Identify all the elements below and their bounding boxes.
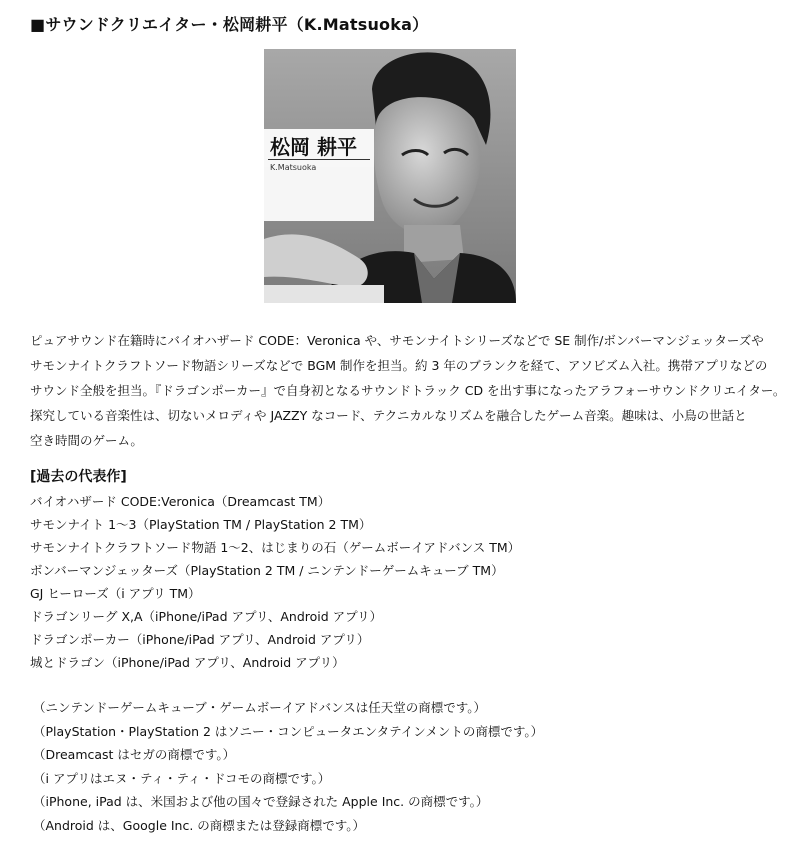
work-item: ドラゴンリーグ X,A（iPhone/iPad アプリ、Android アプリ） (30, 609, 383, 624)
portrait-photo (264, 49, 516, 303)
work-item: サモンナイトクラフトソード物語 1～2、はじまりの石（ゲームボーイアドバンス TM） (30, 540, 521, 555)
biography (30, 328, 786, 453)
work-item: 城とドラゴン（iPhone/iPad アプリ、Android アプリ） (30, 655, 345, 670)
name-divider (268, 159, 370, 160)
bio-line: サウンド全般を担当。『ドラゴンポーカー』で自身初となるサウンドトラック CD を出す事になったアラフォーサウンドクリエイター。 (30, 383, 786, 398)
work-item: サモンナイト 1～3（PlayStation TM / PlayStation 2 TM） (30, 517, 372, 532)
trademark-note: （Dreamcast はセガの商標です。） (33, 747, 236, 762)
trademark-note: （i アプリはエヌ・ティ・ティ・ドコモの商標です。） (33, 770, 331, 786)
trademark-note: （Android は、Google Inc. の商標または登録商標です。） (33, 817, 366, 833)
work-item: バイオハザード CODE:Veronica（Dreamcast TM） (30, 494, 331, 509)
trademark-note: （iPhone, iPad は、米国および他の国々で登録された Apple Inc. の商標です。） (33, 794, 489, 809)
trademark-note: （PlayStation・PlayStation 2 はソニー・コンピュータエンタテインメントの商標です。） (33, 723, 544, 739)
work-item: ボンバーマンジェッターズ（PlayStation 2 TM / ニンテンドーゲームキューブ TM） (30, 563, 504, 578)
bio-line: サモンナイトクラフトソード物語シリーズなどで BGM 制作を担当。約 3 年のブランクを経て、アソビズム入社。携帯アプリなどの (30, 358, 768, 373)
trademark-note: （ニンテンドーゲームキューブ・ゲームボーイアドバンスは任天堂の商標です。） (33, 700, 487, 715)
name-card (264, 129, 374, 221)
works-heading: [過去の代表作] (30, 469, 127, 485)
page-title: ■サウンドクリエイター・松岡耕平（K.Matsuoka） (30, 15, 429, 34)
portrait-name-kanji: 松岡 耕平 (270, 135, 357, 159)
bio-line: ピュアサウンド在籍時にバイオハザード CODE：Veronica や、サモンナイトシリーズなどで SE 制作/ボンバーマンジェッターズや (30, 333, 764, 348)
work-item: ドラゴンポーカー（iPhone/iPad アプリ、Android アプリ） (30, 632, 370, 647)
trademark-notes (33, 696, 543, 837)
works-list (30, 490, 520, 674)
bio-line: 空き時間のゲーム。 (30, 433, 143, 448)
bio-line: 探究している音楽性は、切ないメロディや JAZZY なコード、テクニカルなリズムを融合したゲーム音楽。趣味は、小鳥の世話と (30, 408, 747, 423)
work-item: GJ ヒーローズ（i アプリ TM） (30, 586, 201, 601)
portrait-name-roman: K.Matsuoka (270, 163, 317, 172)
